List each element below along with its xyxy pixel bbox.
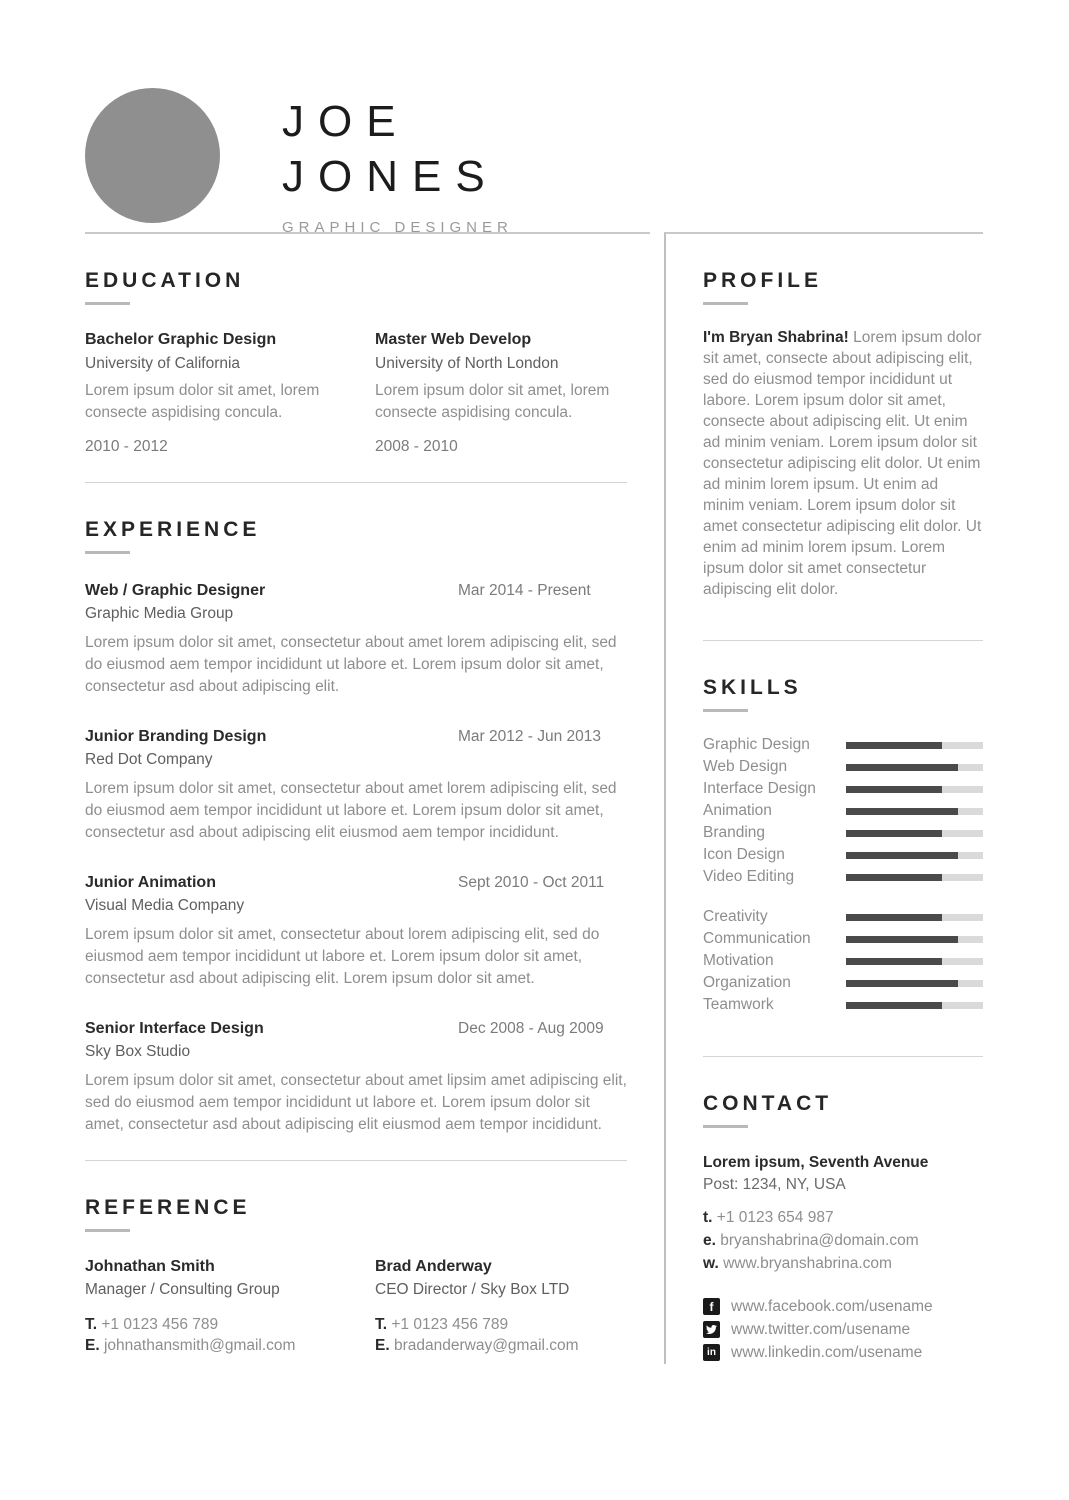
skill-label: Creativity bbox=[703, 908, 768, 925]
experience-section bbox=[85, 517, 627, 1136]
skill-row bbox=[703, 844, 983, 866]
skills-heading-underline bbox=[703, 709, 748, 712]
skills-group-technical bbox=[703, 734, 983, 888]
skill-row bbox=[703, 866, 983, 888]
skill-bar-fill bbox=[846, 914, 942, 921]
reference-name: Johnathan Smith bbox=[85, 1258, 215, 1275]
experience-description: Lorem ipsum dolor sit amet, consectetur about lorem adipiscing elit, sed do eiusmod aem tempor incididunt ut labore et. Lorem ipsum dolor sit amet, consectetur asd about adipiscing elit. Lorem ipsum dolor sit amet. bbox=[85, 926, 600, 987]
experience-item bbox=[85, 872, 627, 990]
linkedin-icon: in bbox=[703, 1344, 720, 1361]
job-title: GRAPHIC DESIGNER bbox=[282, 219, 513, 236]
skill-label: Web Design bbox=[703, 758, 788, 775]
skill-bar bbox=[846, 936, 983, 943]
profile-body: Lorem ipsum dolor sit amet, consecte about adipiscing elit, sed do eiusmod tempor incididunt ut labore. Lorem ipsum dolor sit amet, consecte about adipiscing elit. Ut enim ad minim veniam. Lorem ipsum dolor sit consectetur adipiscing elit dolor. Ut enim ad minim lorem ipsum. Ut enim ad minim veniam. Lorem ipsum dolor sit amet consectetur adipiscing elit dolor. Ut enim ad minim lorem ipsum. Lorem ipsum dolor sit amet consectetur adipiscing elit dolor. bbox=[703, 329, 982, 598]
skill-label: Motivation bbox=[703, 952, 774, 969]
skill-bar-fill bbox=[846, 1002, 942, 1009]
skill-bar-fill bbox=[846, 980, 958, 987]
profile-intro: I'm Bryan Shabrina! bbox=[703, 329, 849, 346]
skill-label: Animation bbox=[703, 802, 772, 819]
skill-bar bbox=[846, 1002, 983, 1009]
name-block bbox=[282, 88, 513, 236]
skill-bar-fill bbox=[846, 808, 958, 815]
skill-bar bbox=[846, 786, 983, 793]
reference-section bbox=[85, 1195, 627, 1356]
section-divider bbox=[703, 640, 983, 641]
profile-section bbox=[703, 268, 983, 600]
skill-bar bbox=[846, 808, 983, 815]
education-heading: EDUCATION bbox=[85, 269, 245, 292]
skill-bar-fill bbox=[846, 786, 942, 793]
experience-dates: Sept 2010 - Oct 2011 bbox=[458, 874, 605, 891]
skill-label: Interface Design bbox=[703, 780, 816, 797]
first-name: JOE bbox=[282, 97, 410, 146]
contact-heading-underline bbox=[703, 1125, 748, 1128]
twitter-url[interactable]: www.twitter.com/usename bbox=[731, 1320, 911, 1338]
experience-dates: Dec 2008 - Aug 2009 bbox=[458, 1020, 604, 1037]
skill-label: Communication bbox=[703, 930, 811, 947]
facebook-icon: f bbox=[703, 1298, 720, 1315]
content-columns bbox=[85, 232, 1069, 1364]
skill-label: Organization bbox=[703, 974, 791, 991]
skill-bar bbox=[846, 830, 983, 837]
reference-role: CEO Director / Sky Box LTD bbox=[375, 1281, 570, 1298]
reference-item bbox=[375, 1256, 627, 1356]
experience-dates: Mar 2012 - Jun 2013 bbox=[458, 728, 602, 745]
experience-title: Junior Branding Design bbox=[85, 728, 267, 745]
right-column bbox=[664, 232, 983, 1364]
reference-email: E. johnathansmith@gmail.com bbox=[85, 1337, 296, 1354]
reference-phone: T. +1 0123 456 789 bbox=[85, 1316, 219, 1333]
experience-description: Lorem ipsum dolor sit amet, consectetur about amet lorem adipiscing elit, sed do eiusmod aem tempor incididunt ut labore et. Lorem ipsum dolor sit amet, consectetur asd about adipiscing elit eiusmod aem tempor incididunt. bbox=[85, 780, 617, 841]
experience-title: Web / Graphic Designer bbox=[85, 582, 266, 599]
skills-heading: SKILLS bbox=[703, 676, 802, 699]
skill-bar bbox=[846, 958, 983, 965]
experience-item bbox=[85, 580, 627, 698]
contact-email: e. bryanshabrina@domain.com bbox=[703, 1232, 919, 1249]
experience-company: Graphic Media Group bbox=[85, 605, 234, 622]
last-name: JONES bbox=[282, 152, 499, 201]
experience-dates: Mar 2014 - Present bbox=[458, 582, 591, 599]
profile-heading-underline bbox=[703, 302, 748, 305]
contact-website: w. www.bryanshabrina.com bbox=[703, 1255, 892, 1272]
skill-bar-fill bbox=[846, 764, 958, 771]
skill-bar bbox=[846, 852, 983, 859]
skill-row bbox=[703, 994, 983, 1016]
skill-row bbox=[703, 928, 983, 950]
contact-heading: CONTACT bbox=[703, 1092, 833, 1115]
skill-bar-fill bbox=[846, 936, 958, 943]
experience-heading: EXPERIENCE bbox=[85, 518, 261, 541]
social-row-linkedin bbox=[703, 1341, 983, 1364]
education-degree: Bachelor Graphic Design bbox=[85, 331, 277, 348]
facebook-url[interactable]: www.facebook.com/usename bbox=[731, 1297, 933, 1315]
skill-label: Branding bbox=[703, 824, 766, 841]
section-divider bbox=[85, 1160, 627, 1161]
skill-row bbox=[703, 734, 983, 756]
education-item bbox=[375, 329, 627, 457]
social-row-facebook bbox=[703, 1295, 983, 1318]
section-divider bbox=[85, 482, 627, 483]
experience-heading-underline bbox=[85, 551, 130, 554]
skill-label: Video Editing bbox=[703, 868, 795, 885]
education-degree: Master Web Develop bbox=[375, 331, 532, 348]
experience-list bbox=[85, 580, 627, 1136]
avatar bbox=[85, 88, 220, 223]
experience-company: Sky Box Studio bbox=[85, 1043, 191, 1060]
reference-heading-underline bbox=[85, 1229, 130, 1232]
skill-row bbox=[703, 778, 983, 800]
skill-label: Teamwork bbox=[703, 996, 774, 1013]
skill-bar bbox=[846, 742, 983, 749]
skill-row bbox=[703, 800, 983, 822]
experience-title: Senior Interface Design bbox=[85, 1020, 264, 1037]
education-grid bbox=[85, 329, 627, 457]
education-description: Lorem ipsum dolor sit amet, lorem consecte aspidising concula. bbox=[375, 382, 610, 421]
education-item bbox=[85, 329, 375, 457]
social-row-twitter bbox=[703, 1318, 983, 1341]
skill-bar bbox=[846, 764, 983, 771]
skill-bar-fill bbox=[846, 852, 958, 859]
skill-row bbox=[703, 756, 983, 778]
reference-item bbox=[85, 1256, 375, 1356]
reference-role: Manager / Consulting Group bbox=[85, 1281, 280, 1298]
skill-row bbox=[703, 950, 983, 972]
skill-bar bbox=[846, 874, 983, 881]
experience-item bbox=[85, 1018, 627, 1136]
skill-bar-fill bbox=[846, 830, 942, 837]
skill-bar-fill bbox=[846, 958, 942, 965]
skills-section bbox=[703, 675, 983, 1016]
reference-email: E. bradanderway@gmail.com bbox=[375, 1337, 579, 1354]
linkedin-url[interactable]: www.linkedin.com/usename bbox=[731, 1343, 923, 1361]
education-description: Lorem ipsum dolor sit amet, lorem consecte aspidising concula. bbox=[85, 382, 320, 421]
reference-heading: REFERENCE bbox=[85, 1196, 251, 1219]
experience-company: Visual Media Company bbox=[85, 897, 245, 914]
reference-name: Brad Anderway bbox=[375, 1258, 492, 1275]
education-section bbox=[85, 268, 627, 457]
reference-phone: T. +1 0123 456 789 bbox=[375, 1316, 509, 1333]
twitter-icon bbox=[703, 1321, 720, 1338]
skill-bar-fill bbox=[846, 874, 942, 881]
contact-phone: t. +1 0123 654 987 bbox=[703, 1209, 834, 1226]
education-school: University of California bbox=[85, 355, 241, 372]
experience-description: Lorem ipsum dolor sit amet, consectetur about amet lipsim amet adipiscing elit, sed do eiusmod aem tempor incididunt ut labore et. Lorem ipsum dolor sit amet, consectetur asd about adipiscing elit eiusmod aem tempor incididunt. bbox=[85, 1072, 627, 1133]
section-divider bbox=[703, 1056, 983, 1057]
skill-row bbox=[703, 972, 983, 994]
social-links bbox=[703, 1295, 983, 1364]
education-dates: 2008 - 2010 bbox=[375, 438, 458, 455]
skill-row bbox=[703, 822, 983, 844]
reference-grid bbox=[85, 1256, 627, 1356]
education-school: University of North London bbox=[375, 355, 559, 372]
contact-address-line2: Post: 1234, NY, USA bbox=[703, 1176, 846, 1193]
experience-title: Junior Animation bbox=[85, 874, 216, 891]
profile-heading: PROFILE bbox=[703, 269, 823, 292]
education-heading-underline bbox=[85, 302, 130, 305]
skill-bar-fill bbox=[846, 742, 942, 749]
skill-label: Icon Design bbox=[703, 846, 785, 863]
experience-description: Lorem ipsum dolor sit amet, consectetur about amet lorem adipiscing elit, sed do eiusmod aem tempor incididunt ut labore et. Lorem ipsum dolor sit amet, consectetur asd about adipiscing elit. bbox=[85, 634, 617, 695]
skill-bar bbox=[846, 980, 983, 987]
experience-item bbox=[85, 726, 627, 844]
skill-label: Graphic Design bbox=[703, 736, 810, 753]
header bbox=[85, 88, 1069, 236]
skill-row bbox=[703, 906, 983, 928]
skills-group-soft bbox=[703, 906, 983, 1016]
profile-text bbox=[703, 327, 983, 600]
skill-bar bbox=[846, 914, 983, 921]
contact-section bbox=[703, 1091, 983, 1364]
experience-company: Red Dot Company bbox=[85, 751, 213, 768]
education-dates: 2010 - 2012 bbox=[85, 438, 168, 455]
full-name bbox=[282, 94, 513, 204]
contact-address-line1: Lorem ipsum, Seventh Avenue bbox=[703, 1154, 929, 1171]
left-column bbox=[85, 232, 650, 1364]
